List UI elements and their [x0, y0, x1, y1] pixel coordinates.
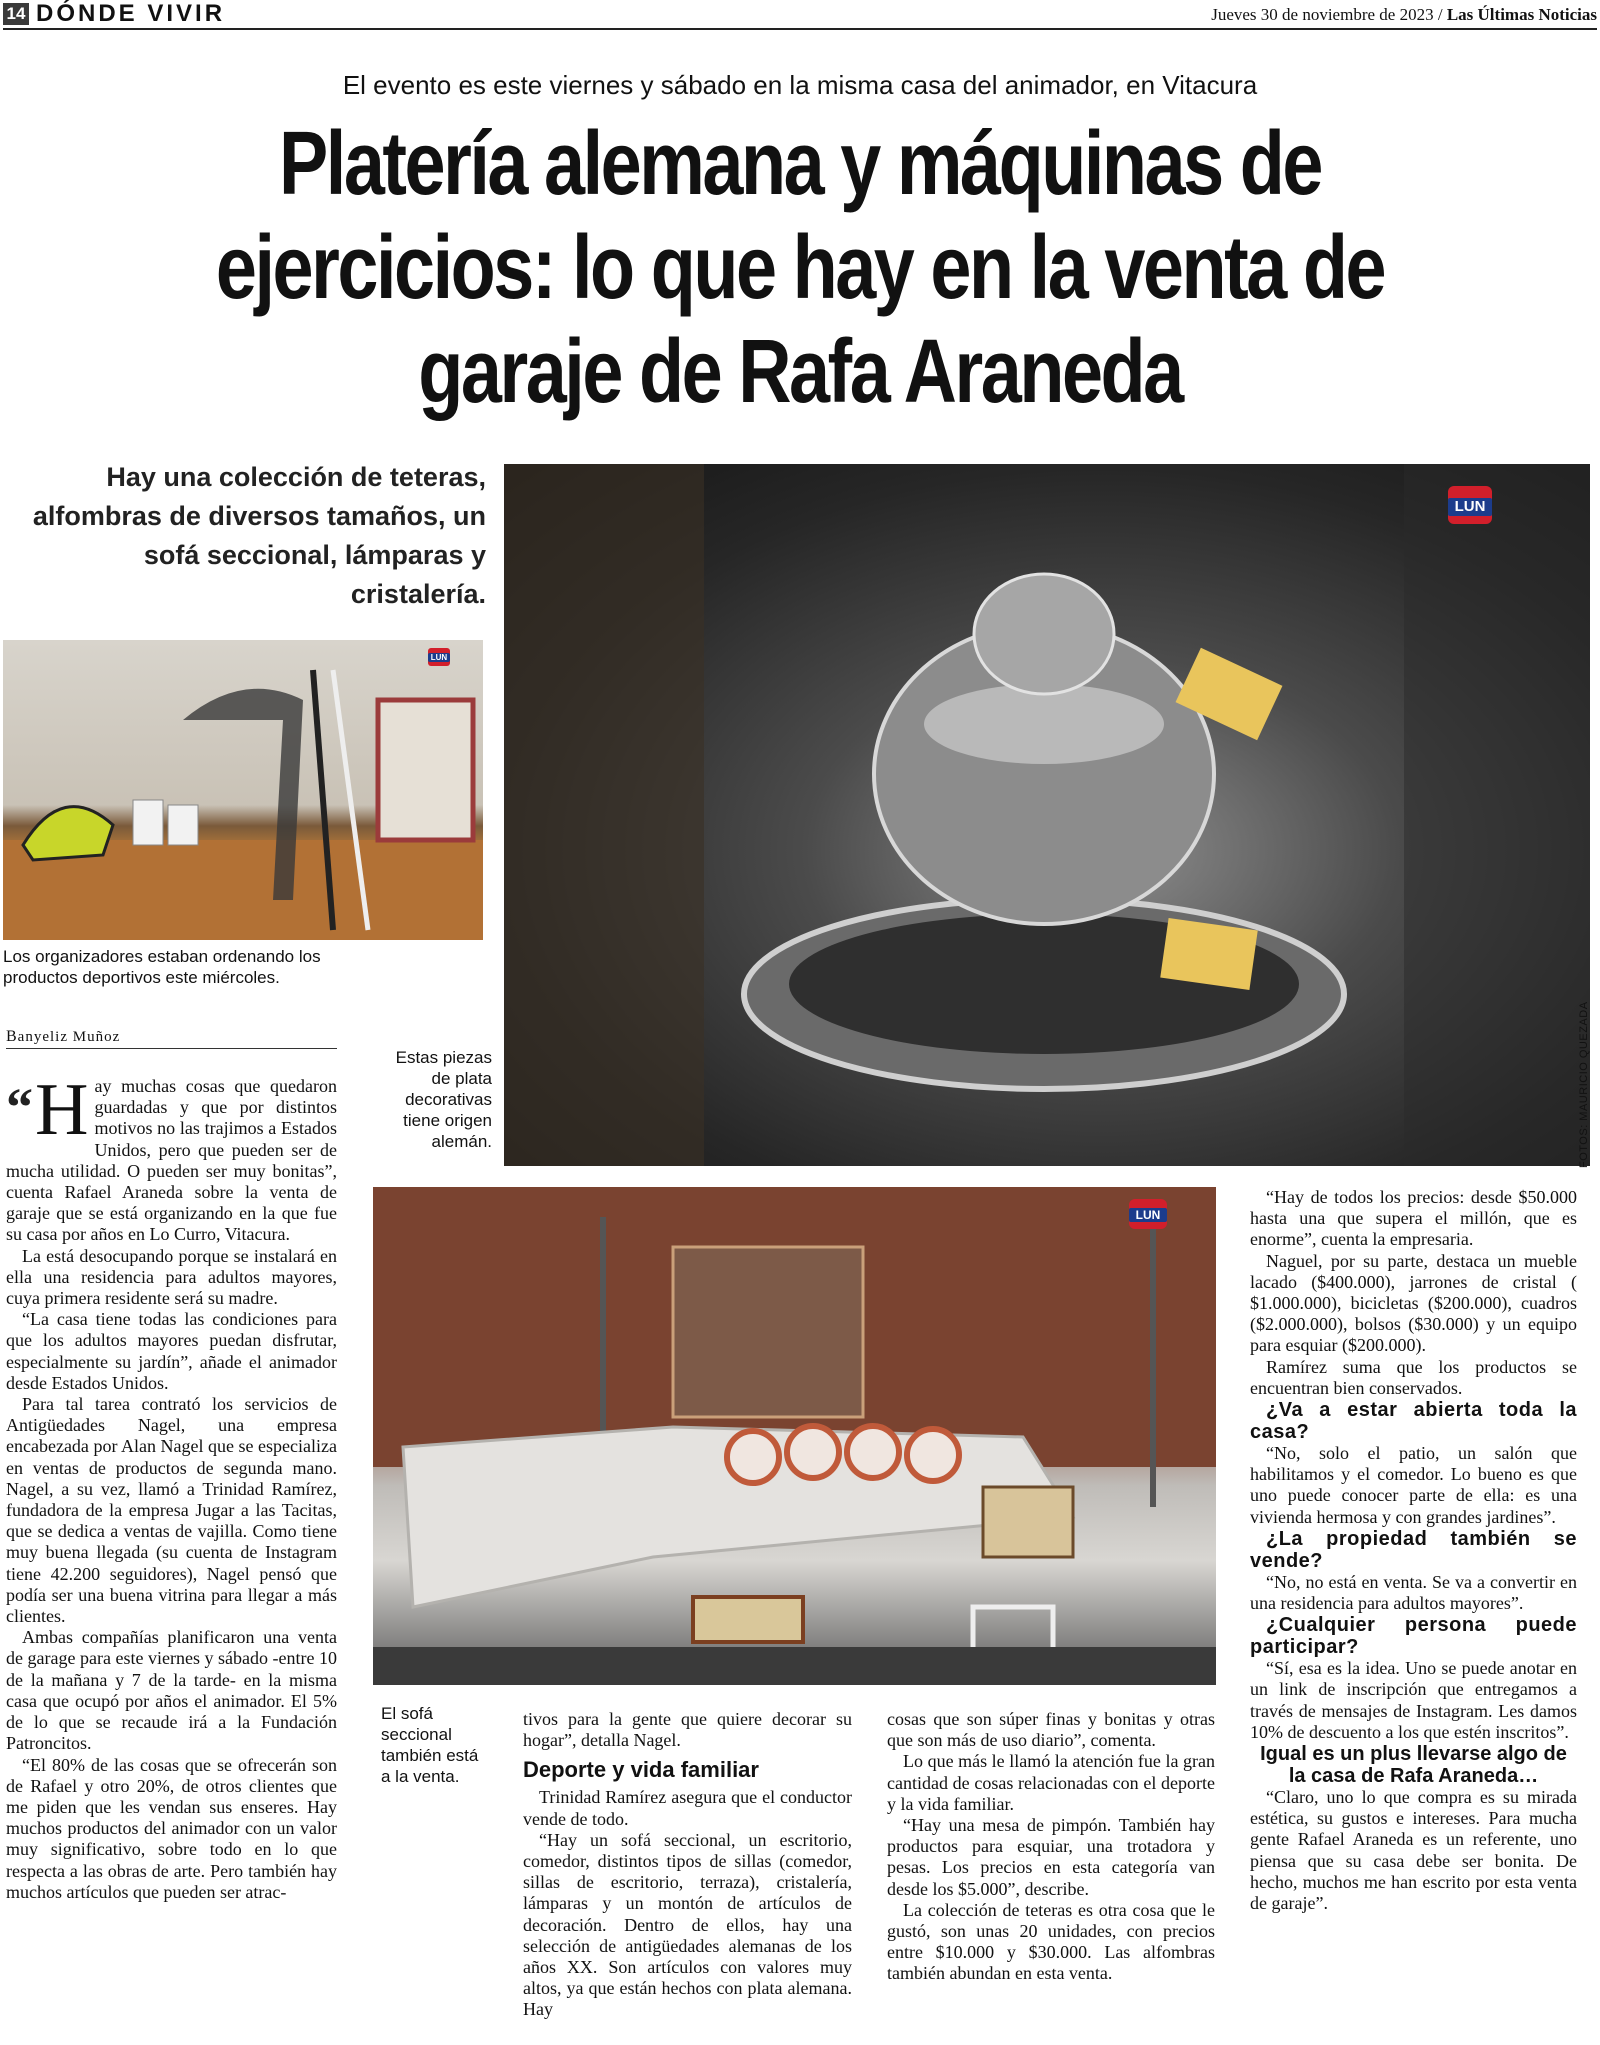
column-2: tivos para la gente que quiere decorar su hogar”, detalla Nagel. Deporte y vida familiar Trinidad Ramírez asegura que el conductor vende de todo. “Hay un sofá seccional, un escritorio, comedor, distintos tipos de sillas (comedor, sillas de escritorio, terraza), cristalería, lámparas y un montón de artículos de decoración. Dentro de ellos, hay una selección de antigüedades alemanas de los años XX. Son artículos con valores muy altos, ya que están hechos con plata alemana. Hay [523, 1709, 852, 2020]
silver-tureen-photo [504, 464, 1590, 1166]
page-number: 14 [3, 3, 29, 25]
kicker: El evento es este viernes y sábado en la misma casa del animador, en Vitacura [342, 70, 1258, 100]
caption-silver: Estas piezas de plata decorativas tiene origen alemán. [395, 1048, 492, 1151]
sports-items-illustration [3, 640, 483, 940]
subhead: Deporte y vida familiar [523, 1757, 759, 1783]
issue-date: Jueves 30 de noviembre de 2023 [1211, 5, 1434, 24]
question: Igual es un plus llevarse algo de la casa de Rafa Araneda… [1260, 1743, 1567, 1788]
dateline: Jueves 30 de noviembre de 2023 / Las Últimas Noticias [1211, 5, 1597, 24]
headline: Platería alemana y máquinas de ejercicios: lo que hay en la venta de garaje de Rafa Araneda [215, 114, 1385, 422]
question: ¿Va a estar abierta toda la casa? [1250, 1399, 1577, 1444]
column-4: “Hay de todos los precios: desde $50.000 hasta una que supera el millón, que es enorme”, cuenta la empresaria. Naguel, por su parte, destaca un mueble lacado ($400.000), jarrones de cristal ( $1.000.000), bicicletas ($200.000), cuadros ($2.000.000), bolsos ($30.000) y un equipo para esquiar ($200.000). Ramírez suma que los productos se encuentran bien conservados. ¿Va a estar abierta toda la casa? “No, solo el patio, un salón que habilitamos y el comedor. Lo bueno es que uno puede conocer parte de ella: es una vivienda hermosa y con grandes jardines”. ¿La propiedad también se vende? “No, no está en venta. Se va a convertir en una residencia para adultos mayores”. ¿Cualquier persona puede participar? “Sí, esa es la idea. Uno se puede anotar en un link de inscripción que entregamos a través de mensajes de Instagram. Les damos 10% de descuento a los que estén inscritos”. Igual es un plus llevarse algo de la casa de Rafa Araneda… “Claro, uno lo que compra es su mirada estética, su gustos e intereses. Para mucha gente Rafael Araneda es un referente, uno piensa que su casa debe ser bonita. De hecho, muchos me han escrito por esta venta de garaje”. [1250, 1187, 1577, 1914]
section-title: DÓNDE VIVIR [36, 0, 226, 27]
silver-tureen-illustration [504, 464, 1590, 1166]
photo-credit: FOTOS: MAURICIO QUEZADA [1578, 1001, 1590, 1168]
question: ¿Cualquier persona puede participar? [1250, 1614, 1577, 1659]
sofa-illustration [373, 1187, 1216, 1685]
question: ¿La propiedad también se vende? [1250, 1527, 1577, 1572]
sofa-photo [373, 1187, 1216, 1685]
header-rule [3, 28, 1597, 30]
drop-cap: H [35, 1069, 89, 1151]
column-1: “ H ay muchas cosas que quedaron guardadas y que por distintos motivos no las trajimos a Estados Unidos, pero que pueden ser de mucha utilidad. O pueden ser muy bonitas”, cuenta Rafael Araneda sobre la venta de garaje que se está organizando en la que fue su casa por años en Lo Curro, Vitacura. La está desocupando porque se instalará en ella una residencia para adultos mayores, cuya primera residente será su madre. “La casa tiene todas las condiciones para que los adultos mayores puedan disfrutar, especialmente su jardín”, añade el animador desde Estados Unidos. Para tal tarea contrató los servicios de Antigüedades Nagel, una empresa encabezada por Alan Nagel que se especializa en ventas de productos de segunda mano. Nagel, a su vez, llamó a Trinidad Ramírez, fundadora de la empresa Jugar a las Tacitas, que se dedica a ventas de vajilla. Como tiene muy buena llegada (su cuenta de Instagram tiene 42.200 seguidores), Nagel pensó que podía ser una buena vitrina para llegar a más clientes. Ambas compañías planificaron una venta de garage para este viernes y sábado -entre 10 de la mañana y 7 de la tarde- en la misma casa que ocupó por años el animador. El 5% de lo que se recaude irá a la Fundación Patroncitos. “El 80% de las cosas que se ofrecerán son de Rafael y otro 20%, de otros clientes que me piden que les vendan sus enseres. Hay muchos productos del animador con un valor muy significativo, sobre todo en lo que respecta a las obras de arte. Pero también hay muchos artículos que pueden ser atrac- [6, 1069, 337, 1902]
caption-sports: Los organizadores estaban ordenando los productos deportivos este miércoles. [3, 947, 321, 987]
lun-logo: LUN [1448, 486, 1492, 524]
caption-sofa: El sofá seccional también está a la venta. [381, 1704, 479, 1786]
opening-quote: “ [6, 1077, 33, 1137]
deck: Hay una colección de teteras, alfombras de diversos tamaños, un sofá seccional, lámparas y cristalería. [32, 462, 486, 609]
byline: Banyeliz Muñoz [6, 1028, 337, 1049]
sports-items-photo [3, 640, 483, 940]
newspaper-name: Las Últimas Noticias [1446, 5, 1597, 24]
column-3: cosas que son súper finas y bonitas y otras que son más de uso diario”, comenta. Lo que más le llamó la atención fue la gran cantidad de cosas relacionadas con el deporte y la vida familiar. “Hay una mesa de pimpón. También hay productos para esquiar, una trotadora y pesas. Los precios en esta categoría van desde los $5.000”, describe. La colección de teteras es otra cosa que le gustó, son unas 20 unidades, con precios entre $10.000 y $30.000. Las alfombras también abundan en esta venta. [887, 1709, 1215, 1984]
lun-logo-small: LUN [428, 648, 450, 666]
lun-logo-sofa: LUN [1129, 1199, 1167, 1229]
